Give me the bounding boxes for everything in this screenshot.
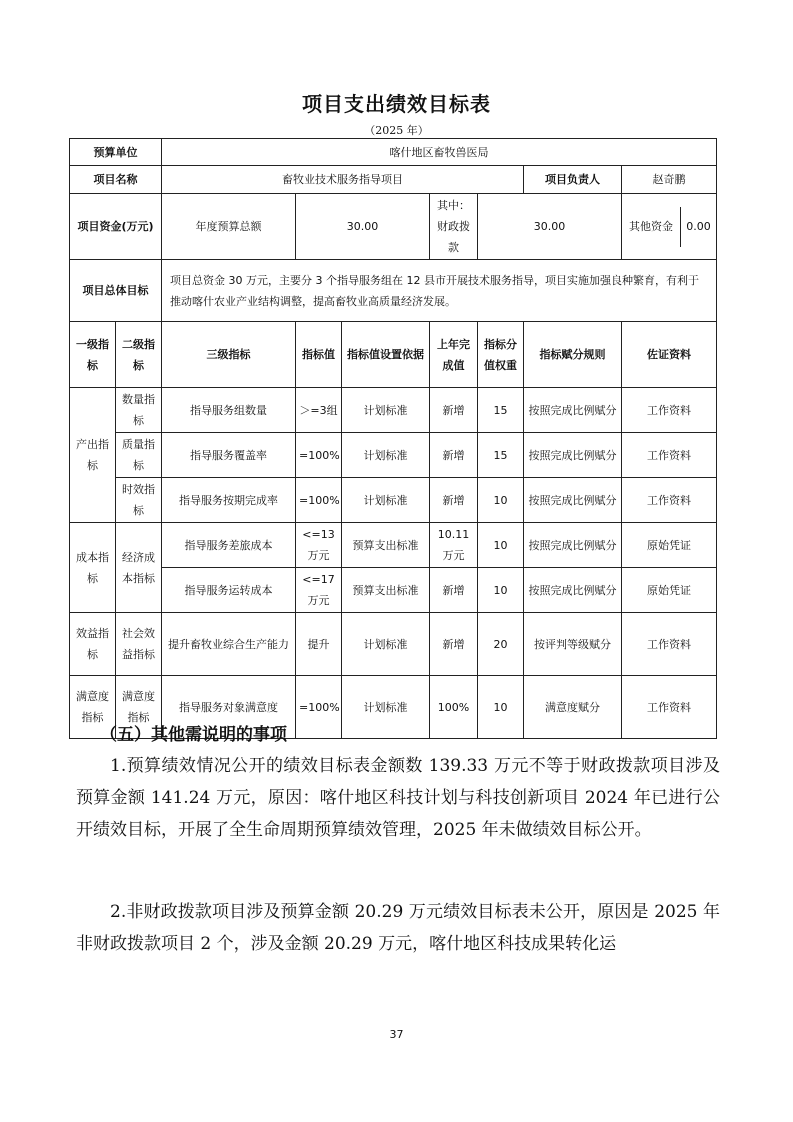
rule-cell: 按照完成比例赋分 <box>524 568 622 613</box>
paragraph-2: 2.非财政拨款项目涉及预算金额 20.29 万元绩效目标表未公开，原因是 2025 年非财政拨款项目 2 个，涉及金额 20.29 万元，喀什地区科技成果转化运 <box>76 902 720 954</box>
value-cell: ＞=3组 <box>296 388 342 433</box>
header-basis: 指标值设置依据 <box>342 322 430 388</box>
value-cell: =100% <box>296 433 342 478</box>
table-row <box>70 388 717 433</box>
evidence-cell: 工作资料 <box>622 388 717 433</box>
basis-cell: 计划标准 <box>342 433 430 478</box>
table-row <box>70 613 717 676</box>
page-number: 37 <box>389 1028 404 1041</box>
evidence-cell: 工作资料 <box>622 433 717 478</box>
evidence-cell: 原始凭证 <box>622 523 717 568</box>
overall-goal-text: 项目总资金 30 万元，主要分 3 个指导服务组在 12 县市开展技术服务指导，项目实施加强良种繁育，有利于推动喀什农业产业结构调整，提高畜牧业高质量经济发展。 <box>162 260 717 322</box>
rule-cell: 按照完成比例赋分 <box>524 523 622 568</box>
table-row <box>70 478 717 523</box>
level3-cell: 指导服务按期完成率 <box>162 478 296 523</box>
value-cell: =100% <box>296 676 342 739</box>
header-level3: 三级指标 <box>162 322 296 388</box>
budget-unit-label: 预算单位 <box>70 139 162 166</box>
level1-cost: 成本指标 <box>70 523 116 613</box>
last-year-cell: 新增 <box>430 433 478 478</box>
level2-cell: 数量指标 <box>116 388 162 433</box>
header-weight: 指标分值权重 <box>478 322 524 388</box>
header-level1: 一级指标 <box>70 322 116 388</box>
level2-cell: 质量指标 <box>116 433 162 478</box>
last-year-cell: 新增 <box>430 613 478 676</box>
project-name-label: 项目名称 <box>70 166 162 194</box>
performance-target-table <box>69 138 717 739</box>
table-row <box>70 523 717 568</box>
overall-goal-row <box>70 260 717 322</box>
value-cell: <=13万元 <box>296 523 342 568</box>
value-cell: <=17万元 <box>296 568 342 613</box>
table-row <box>70 433 717 478</box>
last-year-cell: 新增 <box>430 568 478 613</box>
annual-total-label: 年度预算总额 <box>162 194 296 260</box>
level1-satisfaction: 满意度指标 <box>70 676 116 739</box>
weight-cell: 15 <box>478 433 524 478</box>
basis-cell: 计划标准 <box>342 676 430 739</box>
rule-cell: 按照完成比例赋分 <box>524 478 622 523</box>
basis-cell: 预算支出标准 <box>342 523 430 568</box>
header-evidence: 佐证资料 <box>622 322 717 388</box>
rule-cell: 按照完成比例赋分 <box>524 433 622 478</box>
section-heading: （五）其他需说明的事项 <box>100 725 287 745</box>
level2-cell: 时效指标 <box>116 478 162 523</box>
level2-economic-cost: 经济成本指标 <box>116 523 162 613</box>
project-leader-label: 项目负责人 <box>524 166 622 194</box>
basis-cell: 计划标准 <box>342 388 430 433</box>
value-cell: =100% <box>296 478 342 523</box>
weight-cell: 10 <box>478 478 524 523</box>
level3-cell: 指导服务组数量 <box>162 388 296 433</box>
last-year-cell: 10.11万元 <box>430 523 478 568</box>
level3-cell: 指导服务运转成本 <box>162 568 296 613</box>
level3-cell: 提升畜牧业综合生产能力 <box>162 613 296 676</box>
basis-cell: 计划标准 <box>342 478 430 523</box>
project-name-row <box>70 166 717 194</box>
basis-cell: 预算支出标准 <box>342 568 430 613</box>
project-leader-value: 赵奇鹏 <box>622 166 717 194</box>
other-funds-value: 0.00 <box>686 220 711 233</box>
level2-cell: 社会效益指标 <box>116 613 162 676</box>
rule-cell: 满意度赋分 <box>524 676 622 739</box>
funds-label: 项目资金(万元) <box>70 194 162 260</box>
last-year-cell: 100% <box>430 676 478 739</box>
rule-cell: 按评判等级赋分 <box>524 613 622 676</box>
other-funds-cell <box>622 194 717 260</box>
year-label: （2025 年） <box>364 124 429 137</box>
weight-cell: 20 <box>478 613 524 676</box>
value-cell: 提升 <box>296 613 342 676</box>
level2-cell: 满意度指标 <box>116 676 162 739</box>
header-value: 指标值 <box>296 322 342 388</box>
level3-cell: 指导服务差旅成本 <box>162 523 296 568</box>
weight-cell: 10 <box>478 523 524 568</box>
overall-goal-label: 项目总体目标 <box>70 260 162 322</box>
budget-unit-row <box>70 139 717 166</box>
last-year-cell: 新增 <box>430 388 478 433</box>
rule-cell: 按照完成比例赋分 <box>524 388 622 433</box>
weight-cell: 10 <box>478 676 524 739</box>
paragraph-1: 1.预算绩效情况公开的绩效目标表金额数 139.33 万元不等于财政拨款项目涉及预算金额 141.24 万元，原因：喀什地区科技计划与科技创新项目 2024 年已进行公开绩效目标，开展了全生命周期预算绩效管理，2025 年未做绩效目标公开。 <box>76 756 720 840</box>
level3-cell: 指导服务对象满意度 <box>162 676 296 739</box>
indicator-header-row <box>70 322 717 388</box>
other-funds-label: 其他资金 <box>622 207 681 247</box>
level1-output: 产出指标 <box>70 388 116 523</box>
table-row <box>70 568 717 613</box>
evidence-cell: 工作资料 <box>622 676 717 739</box>
evidence-cell: 原始凭证 <box>622 568 717 613</box>
project-name-value: 畜牧业技术服务指导项目 <box>162 166 524 194</box>
basis-cell: 计划标准 <box>342 613 430 676</box>
fiscal-value: 30.00 <box>478 194 622 260</box>
weight-cell: 10 <box>478 568 524 613</box>
level1-benefit: 效益指标 <box>70 613 116 676</box>
annual-total-value: 30.00 <box>296 194 430 260</box>
budget-unit-value: 喀什地区畜牧兽医局 <box>162 139 717 166</box>
fiscal-label: 其中：财政拨款 <box>430 194 478 260</box>
funds-row <box>70 194 717 260</box>
page-title: 项目支出绩效目标表 <box>302 92 491 116</box>
level3-cell: 指导服务覆盖率 <box>162 433 296 478</box>
evidence-cell: 工作资料 <box>622 478 717 523</box>
header-rule: 指标赋分规则 <box>524 322 622 388</box>
header-last-year: 上年完成值 <box>430 322 478 388</box>
last-year-cell: 新增 <box>430 478 478 523</box>
header-level2: 二级指标 <box>116 322 162 388</box>
evidence-cell: 工作资料 <box>622 613 717 676</box>
weight-cell: 15 <box>478 388 524 433</box>
